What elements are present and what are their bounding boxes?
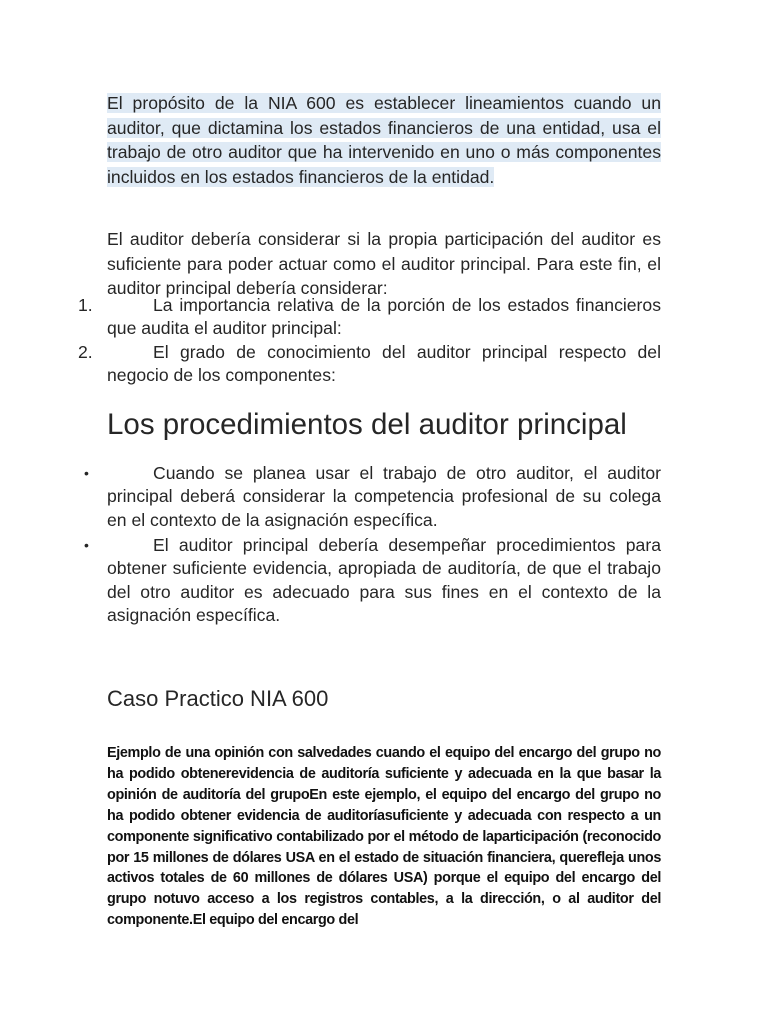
highlighted-text: El propósito de la NIA 600 es establecer lineamientos cuando un auditor, que dictamina los estados financieros de una entidad, usa el trabajo de otro auditor que ha intervenido en uno o más componentes incluidos en los estados financieros de la entidad. — [107, 93, 661, 187]
list-item-text: El auditor principal debería desempeñar procedimientos para obtener suficiente evidencia, apropiada de auditoría, de que el trabajo del otro auditor es adecuado para sus fines en el contexto de la asignación específica. — [107, 535, 661, 625]
consider-paragraph: El auditor debería considerar si la propia participación del auditor es suficiente para poder actuar como el auditor principal. Para este fin, el auditor principal debería considerar: — [107, 229, 661, 299]
section-heading-case: Caso Practico NIA 600 — [107, 686, 329, 711]
bullet-list-item — [84, 534, 661, 627]
section-heading-procedures: Los procedimientos del auditor principal — [107, 408, 627, 441]
intro-paragraph — [107, 91, 661, 189]
list-item-text: El grado de conocimiento del auditor principal respecto del negocio de los componentes: — [107, 342, 661, 386]
bullet-icon: • — [84, 537, 89, 553]
list-number: 2. — [78, 342, 93, 362]
bullet-list-item — [84, 462, 661, 532]
bullet-icon: • — [84, 465, 89, 481]
case-paragraph: Ejemplo de una opinión con salvedades cuando el equipo del encargo del grupo no ha podido obtenerevidencia de auditoría suficiente y adecuada en la que basar la opinión de auditoría del grupoEn este ejemplo, el equipo del encargo del grupo no ha podido obtener evidencia de auditoríasuficiente y adecuada con respecto a un componente significativo contabilizado por el método de laparticipación (reconocido por 15 millones de dólares USA en el estado de situación financiera, querefleja unos activos totales de 60 millones de dólares USA) porque el equipo del encargo del grupo notuvo acceso a los registros contables, a la dirección, o al auditor del componente.El equipo del encargo del — [107, 745, 661, 929]
list-item-text: La importancia relativa de la porción de los estados financieros que audita el auditor principal: — [107, 295, 661, 339]
numbered-list-item — [78, 341, 661, 388]
numbered-list-item — [78, 294, 661, 341]
list-item-text: Cuando se planea usar el trabajo de otro auditor, el auditor principal deberá considerar la competencia profesional de su colega en el contexto de la asignación específica. — [107, 463, 661, 530]
list-number: 1. — [78, 295, 93, 315]
